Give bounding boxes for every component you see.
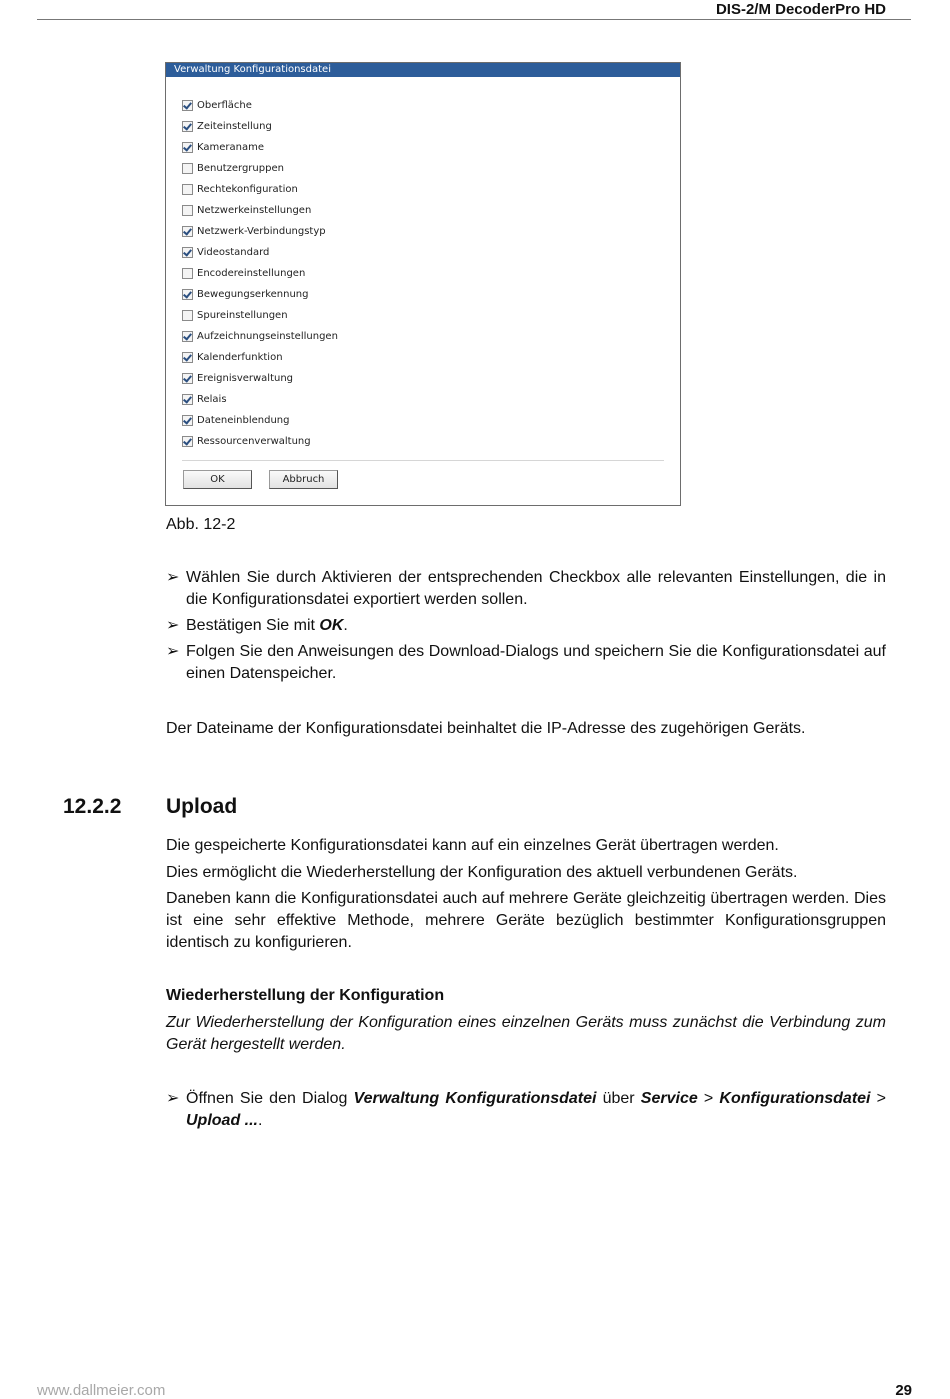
arrow-bullet-icon: ➢ [166,569,180,586]
menu-upload-emphasis: Upload ... [186,1112,258,1129]
checkbox-label: Oberfläche [197,100,252,111]
checkbox-label: Zeiteinstellung [197,121,272,132]
checkbox-label: Relais [197,394,227,405]
dialog-title: Verwaltung Konfigurationsdatei [166,63,680,77]
checkbox-checked[interactable] [182,394,193,405]
checkbox-row[interactable] [182,242,338,263]
section-number: 12.2.2 [63,795,122,818]
arrow-bullet-icon: ➢ [166,1090,180,1107]
header-divider [37,19,911,20]
cancel-button[interactable]: Abbruch [269,470,338,489]
list-item-text: Bestätigen Sie mit [186,617,320,634]
step-text: über [596,1090,641,1107]
list-item [166,567,886,611]
checkbox-row[interactable] [182,221,338,242]
checkbox-checked[interactable] [182,436,193,447]
config-dialog-screenshot [165,62,681,506]
checkbox-row[interactable] [182,263,338,284]
punctuation: . [258,1112,263,1129]
list-item [166,641,886,685]
checkbox-label: Spureinstellungen [197,310,288,321]
checkbox-row[interactable] [182,431,338,452]
menu-konfig-emphasis: Konfigurationsdatei [719,1090,871,1107]
checkbox-checked[interactable] [182,373,193,384]
checkbox-label: Benutzergruppen [197,163,284,174]
checkbox-checked[interactable] [182,226,193,237]
checkbox-unchecked[interactable] [182,163,193,174]
checkbox-label: Kameraname [197,142,265,153]
checkbox-label: Bewegungserkennung [197,289,309,300]
checkbox-label: Kalenderfunktion [197,352,283,363]
punctuation: . [343,617,348,634]
menu-service-emphasis: Service [640,1090,698,1107]
checkbox-checked[interactable] [182,247,193,258]
checkbox-row[interactable] [182,368,338,389]
menu-separator: > [697,1090,720,1107]
checkbox-row[interactable] [182,347,338,368]
dialog-divider [182,460,664,461]
section-title: Upload [166,795,238,818]
checkbox-checked[interactable] [182,100,193,111]
checkbox-row[interactable] [182,305,338,326]
upload-paragraph-2: Dies ermöglicht die Wiederherstellung der Konfiguration des aktuell verbundenen Geräts. [166,864,798,881]
checkbox-checked[interactable] [182,289,193,300]
upload-paragraph-3: Daneben kann die Konfigurationsdatei auch auf mehrere Geräte gleichzeitig übertragen werden. Dies ist eine sehr effektive Methode, mehrere Geräte bezüglich bestimmter Konfigurationsgruppen identisch zu konfigurieren. [166,890,886,951]
arrow-bullet-icon: ➢ [166,643,180,660]
checkbox-label: Encodereinstellungen [197,268,306,279]
checkbox-row[interactable] [182,116,338,137]
figure-caption: Abb. 12-2 [166,516,236,533]
checkbox-label: Rechtekonfiguration [197,184,298,195]
list-item [166,1088,886,1132]
arrow-bullet-icon: ➢ [166,617,180,634]
checkbox-label: Videostandard [197,247,270,258]
checkbox-label: Ressourcenverwaltung [197,436,311,447]
list-item-text: Wählen Sie durch Aktivieren der entsprechenden Checkbox alle relevanten Einstellungen, die in die Konfigurationsdatei exportiert werden sollen. [186,569,886,608]
step-text: Öffnen Sie den Dialog [186,1090,354,1107]
checkbox-checked[interactable] [182,142,193,153]
checkbox-label: Aufzeichnungseinstellungen [197,331,338,342]
checkbox-unchecked[interactable] [182,310,193,321]
instruction-list [166,567,886,685]
upload-paragraph-1: Die gespeicherte Konfigurationsdatei kann auf ein einzelnes Gerät übertragen werden. [166,837,779,854]
ok-button[interactable]: OK [183,470,252,489]
upload-steps [166,1088,886,1132]
filename-note: Der Dateiname der Konfigurationsdatei beinhaltet die IP-Adresse des zugehörigen Geräts. [166,720,806,737]
page-number: 29 [895,1382,912,1399]
checkbox-row[interactable] [182,95,338,116]
checkbox-label: Netzwerk-Verbindungstyp [197,226,326,237]
footer-url: www.dallmeier.com [37,1382,166,1399]
subsection-title: Wiederherstellung der Konfiguration [166,987,445,1004]
checkbox-row[interactable] [182,389,338,410]
checkbox-label: Netzwerkeinstellungen [197,205,312,216]
checkbox-checked[interactable] [182,415,193,426]
checkbox-row[interactable] [182,200,338,221]
checkbox-unchecked[interactable] [182,205,193,216]
dialog-name-emphasis: Verwaltung Konfigurationsdatei [353,1090,597,1107]
checkbox-checked[interactable] [182,121,193,132]
checkbox-row[interactable] [182,410,338,431]
checkbox-checked[interactable] [182,331,193,342]
checkbox-list [182,95,338,452]
checkbox-row[interactable] [182,158,338,179]
header-title: DIS-2/M DecoderPro HD [715,1,886,18]
list-item [166,615,886,637]
checkbox-label: Dateneinblendung [197,415,290,426]
menu-separator: > [870,1090,886,1107]
checkbox-row[interactable] [182,137,338,158]
checkbox-unchecked[interactable] [182,268,193,279]
checkbox-row[interactable] [182,326,338,347]
checkbox-label: Ereignisverwaltung [197,373,294,384]
ok-emphasis: OK [319,617,344,634]
checkbox-unchecked[interactable] [182,184,193,195]
checkbox-row[interactable] [182,284,338,305]
checkbox-checked[interactable] [182,352,193,363]
subsection-intro: Zur Wiederherstellung der Konfiguration eines einzelnen Geräts muss zunächst die Verbindung zum Gerät hergestellt werden. [166,1014,886,1053]
list-item-text: Folgen Sie den Anweisungen des Download-Dialogs und speichern Sie die Konfigurationsdatei auf einen Datenspeicher. [186,643,886,682]
checkbox-row[interactable] [182,179,338,200]
